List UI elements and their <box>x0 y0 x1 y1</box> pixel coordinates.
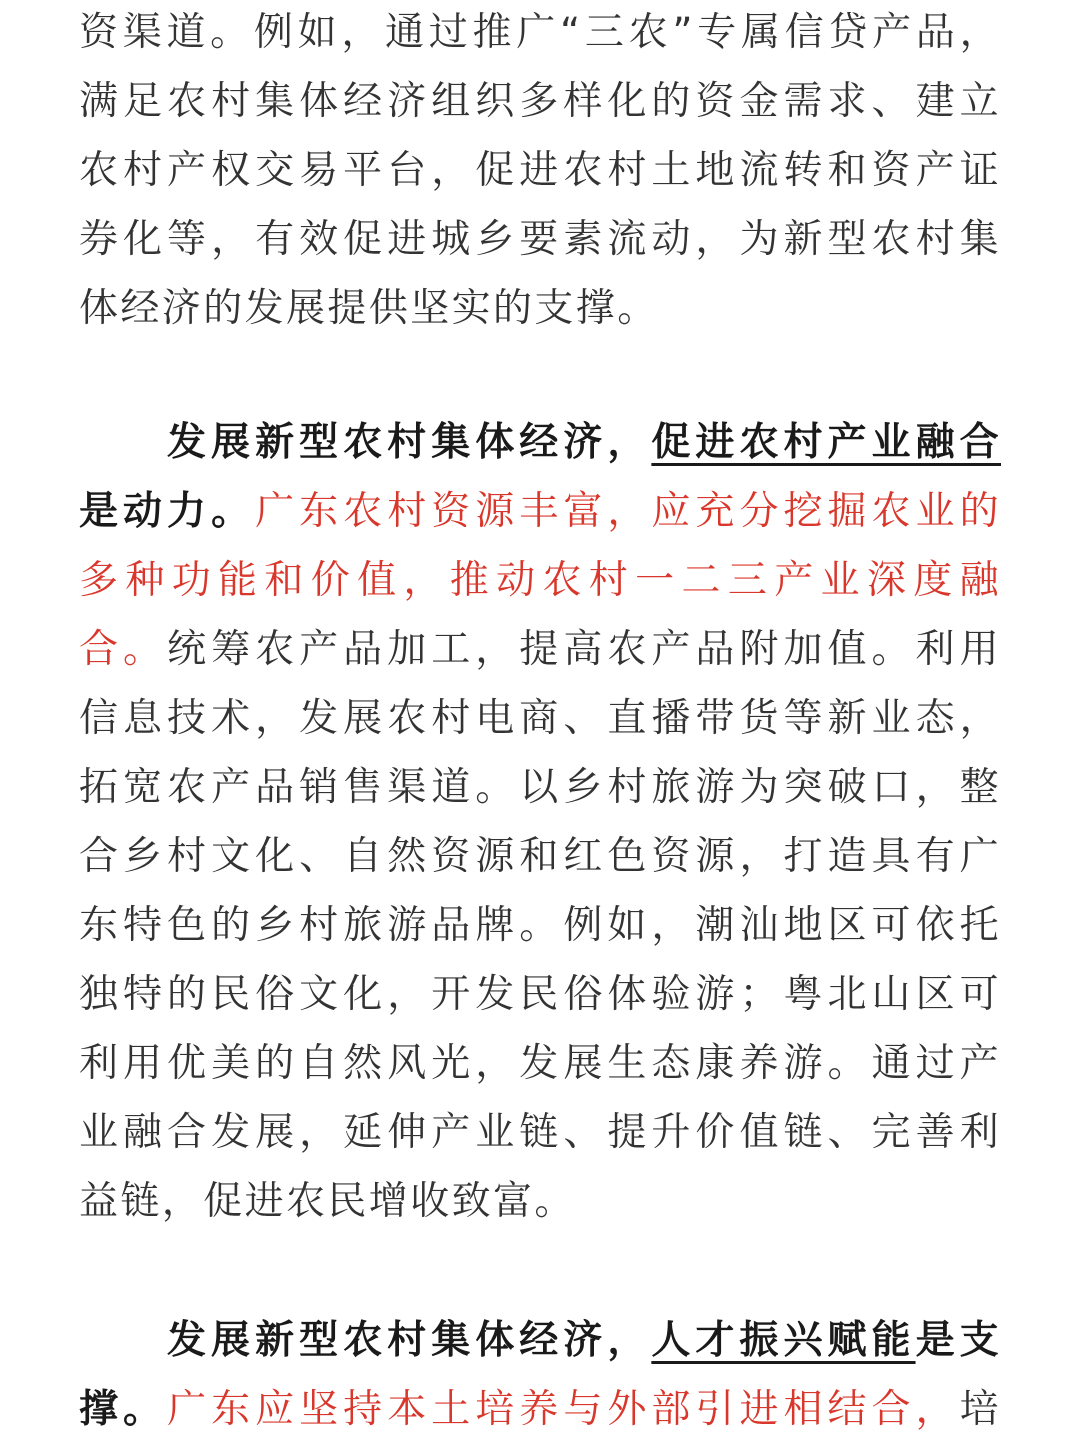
paragraph-talent <box>79 1306 1001 1440</box>
highlighted-text: 广东农村资源丰富，应充分挖掘农业的 <box>255 489 1001 534</box>
paragraph-line: 业融合发展，延伸产业链、提升价值链、完善利 <box>79 1110 1001 1155</box>
body-text: 培 <box>959 1387 1001 1432</box>
paragraph-line: 券化等，有效促进城乡要素流动，为新型农村集 <box>79 217 1001 262</box>
paragraph-line <box>79 615 1001 684</box>
paragraph-line: 拓宽农产品销售渠道。以乡村旅游为突破口，整 <box>79 765 1001 810</box>
heading-tail-text: 是动力。 <box>79 489 256 534</box>
paragraph-funding <box>79 0 1001 343</box>
paragraph-line: 信息技术，发展农村电商、直播带货等新业态， <box>79 696 1001 741</box>
body-text: 统筹农产品加工，提高农产品附加值。利用 <box>167 627 1001 672</box>
heading-tail-text: 是支 <box>915 1318 1001 1363</box>
highlighted-text: 合。 <box>79 627 168 672</box>
heading-lead-text: 发展新型农村集体经济， <box>167 420 652 465</box>
heading-tail-text: 撑。 <box>79 1387 168 1432</box>
paragraph-line <box>79 477 1001 546</box>
paragraph-line: 合乡村文化、自然资源和红色资源，打造具有广 <box>79 834 1001 879</box>
paragraph-line: 体经济的发展提供坚实的支撑。 <box>79 286 659 331</box>
paragraph-line: 农村产权交易平台，促进农村土地流转和资产证 <box>79 148 1001 193</box>
highlighted-text: 广东应坚持本土培养与外部引进相结合， <box>167 1387 960 1432</box>
paragraph-line: 东特色的乡村旅游品牌。例如，潮汕地区可依托 <box>79 903 1001 948</box>
paragraph-line <box>79 1375 1001 1440</box>
paragraph-line <box>79 546 1001 615</box>
heading-underlined-text: 促进农村产业融合 <box>651 420 1002 465</box>
highlighted-text: 多种功能和价值，推动农村一二三产业深度融 <box>79 558 1001 603</box>
paragraph-industry-integration <box>79 408 1001 1236</box>
paragraph-line: 资渠道。例如，通过推广“三农”专属信贷产品， <box>79 10 1001 55</box>
paragraph-line: 满足农村集体经济组织多样化的资金需求、建立 <box>79 79 1001 124</box>
paragraph-line: 益链，促进农民增收致富。 <box>79 1179 576 1224</box>
heading-underlined-text: 人才振兴赋能 <box>651 1318 916 1363</box>
heading-lead-text: 发展新型农村集体经济， <box>167 1318 652 1363</box>
paragraph-heading-line <box>79 1306 1001 1375</box>
paragraph-heading-line <box>79 408 1001 477</box>
paragraph-line: 独特的民俗文化，开发民俗体验游；粤北山区可 <box>79 972 1001 1017</box>
paragraph-line: 利用优美的自然风光，发展生态康养游。通过产 <box>79 1041 1001 1086</box>
